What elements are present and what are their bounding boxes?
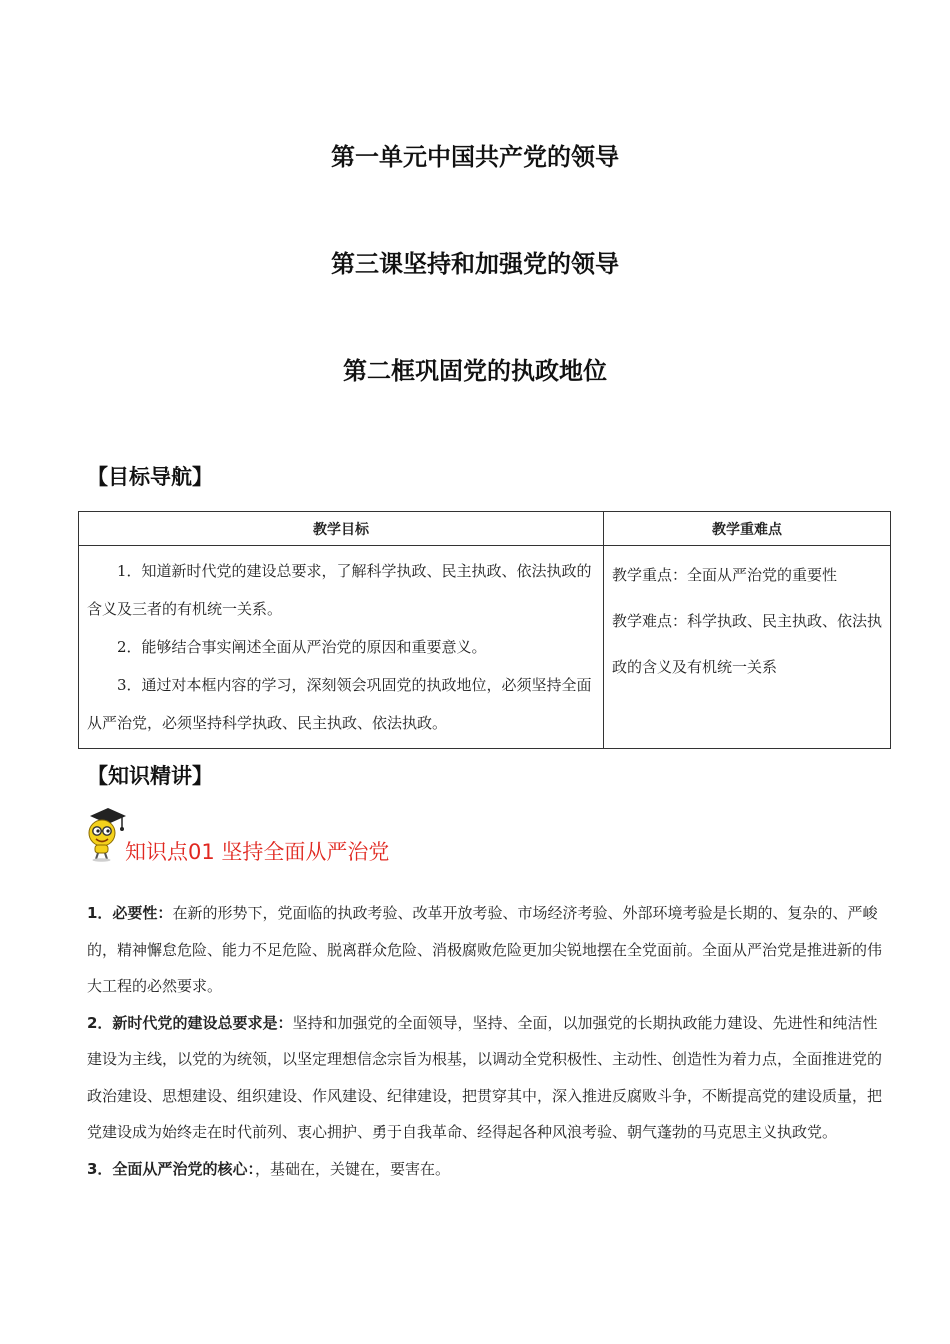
knowledge-body: [87, 895, 887, 1187]
teaching-difficulty: 教学难点：科学执政、民主执政、依法执政的含义及有机统一关系: [612, 612, 883, 676]
unit-title: 第一单元中国共产党的领导: [331, 143, 619, 171]
goal-item: 1．知道新时代党的建设总要求，了解科学执政、民主执政、依法执政的含义及三者的有机统一关系。: [87, 562, 592, 618]
knowledge-heading: 【知识精讲】: [87, 764, 213, 788]
knowledge-paragraph: [87, 1005, 887, 1151]
goal-item: 3．通过对本框内容的学习，深刻领会巩固党的执政地位，必须坚持全面从严治党，必须坚持科学执政、民主执政、依法执政。: [87, 676, 592, 732]
graduate-cartoon-icon: [86, 806, 126, 862]
paragraph-text: 坚持和加强党的全面领导，坚持、全面，以加强党的长期执政能力建设、先进性和纯洁性建设为主线，以党的为统领，以坚定理想信念宗旨为根基，以调动全党积极性、主动性、创造性为着力点，全面推进党的政治建设、思想建设、组织建设、作风建设、纪律建设，把贯穿其中，深入推进反腐败斗争，不断提高党的建设质量，把党建设成为始终走在时代前列、衷心拥护、勇于自我革命、经得起各种风浪考验、朝气蓬勃的马克思主义执政党。: [87, 1013, 883, 1141]
knowledge-paragraph: [87, 895, 887, 1005]
knowledge-point-header: [86, 806, 126, 862]
paragraph-text: 在新的形势下，党面临的执政考验、改革开放考验、市场经济考验、外部环境考验是长期的、复杂的、严峻的，精神懈怠危险、能力不足危险、脱离群众危险、消极腐败危险更加尖锐地摆在全党面前。全面从严治党是推进新的伟大工程的必然要求。: [87, 904, 883, 995]
goals-nav-heading: 【目标导航】: [87, 465, 213, 489]
lesson-title: 第三课坚持和加强党的领导: [331, 250, 619, 278]
goal-item: 2．能够结合事实阐述全面从严治党的原因和重要意义。: [117, 638, 487, 656]
goals-table: [78, 511, 891, 749]
paragraph-label: 1．必要性：: [87, 904, 173, 922]
goals-cell: [79, 546, 604, 749]
paragraph-label: 3．全面从严治党的核心：: [87, 1159, 255, 1178]
knowledge-point-title: 知识点01 坚持全面从严治党: [125, 840, 390, 864]
goals-header: 教学目标: [79, 512, 604, 546]
frame-title: 第二框巩固党的执政地位: [343, 357, 607, 385]
paragraph-label: 2．新时代党的建设总要求是：: [87, 1013, 293, 1032]
focus-header: 教学重难点: [604, 512, 891, 546]
paragraph-text: ，基础在，关键在，要害在。: [254, 1159, 450, 1178]
teaching-focus: 教学重点：全面从严治党的重要性: [612, 566, 838, 584]
focus-cell: [604, 546, 891, 749]
knowledge-paragraph: [87, 1151, 887, 1188]
